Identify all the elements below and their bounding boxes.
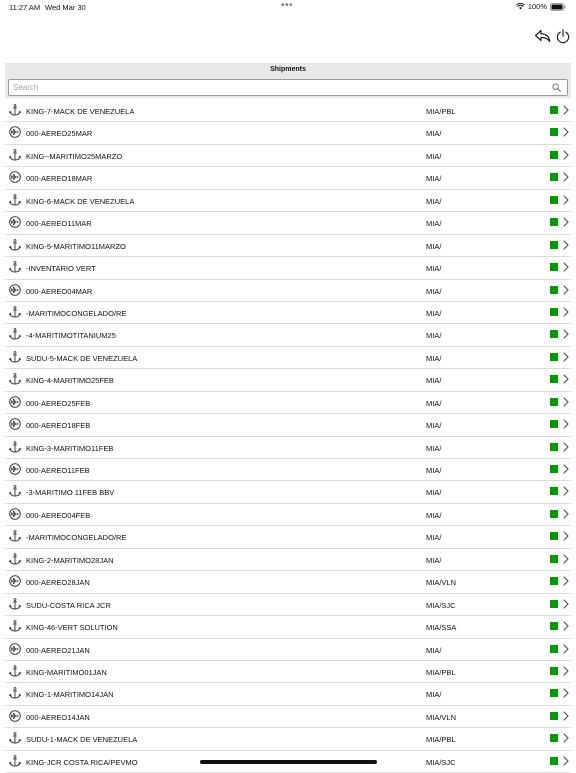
status-indicator (550, 622, 558, 630)
battery-icon (550, 3, 566, 11)
multitasking-dots-icon[interactable]: ••• (281, 0, 294, 11)
status-indicator (550, 173, 558, 181)
shipment-row[interactable] (5, 728, 571, 750)
status-indicator (550, 218, 558, 226)
shipment-name: 000-AEREO21JAN (26, 645, 90, 655)
shipment-row[interactable] (5, 616, 571, 638)
shipment-name: 000-AEREO11FEB (26, 466, 90, 475)
status-indicator (550, 353, 558, 361)
status-indicator (550, 286, 558, 294)
shipment-route: MIA/ (426, 241, 442, 251)
shipment-route: MIA/ (426, 196, 442, 206)
anchor-icon (9, 104, 21, 116)
anchor-icon (9, 598, 21, 610)
shipment-name: SUDU-1-MACK DE VENEZUELA (26, 735, 138, 745)
shipment-row[interactable] (5, 526, 571, 548)
shipment-route: MIA/ (426, 286, 442, 296)
airplane-icon (9, 643, 21, 655)
chevron-right-icon (563, 195, 569, 205)
chevron-right-icon (563, 621, 569, 631)
shipment-route: MIA/ (426, 308, 442, 318)
shipment-row[interactable] (5, 571, 571, 593)
anchor-icon (9, 149, 21, 161)
chevron-right-icon (563, 509, 569, 519)
status-indicator (550, 510, 558, 518)
chevron-right-icon (563, 554, 569, 564)
toolbar (0, 26, 576, 48)
shipment-name: 000-AEREO18FEB (26, 421, 91, 431)
anchor-icon (9, 530, 21, 542)
shipment-name: 000-AEREO25FEB (26, 398, 91, 408)
chevron-right-icon (563, 329, 569, 339)
status-date: Wed Mar 30 (45, 3, 86, 12)
chevron-right-icon (563, 240, 569, 250)
shipment-row[interactable] (5, 280, 571, 302)
anchor-icon (9, 351, 21, 363)
shipment-row[interactable] (5, 639, 571, 661)
anchor-icon (9, 732, 21, 744)
status-indicator (550, 577, 558, 585)
status-indicator (550, 420, 558, 428)
shipment-name: KING--MARITIMO25MARZO (26, 151, 123, 161)
airplane-icon (9, 418, 21, 430)
shipment-name: -3-MARITIMO 11FEB BBV (26, 488, 115, 498)
anchor-icon (9, 620, 21, 632)
shipment-row[interactable] (5, 414, 571, 436)
shipment-route: MIA/VLN (426, 712, 457, 722)
shipment-name: KING-1-MARITIMO14JAN (26, 690, 114, 700)
airplane-icon (9, 216, 21, 228)
shipments-header: Shipments (5, 63, 571, 76)
shipment-route: MIA/PBL (426, 107, 456, 116)
shipment-row[interactable] (5, 100, 571, 122)
anchor-icon (9, 441, 21, 453)
anchor-icon (9, 328, 21, 340)
search-icon (552, 83, 561, 92)
chevron-right-icon (563, 576, 569, 586)
shipment-route: MIA/ (426, 219, 442, 229)
shipment-row[interactable] (5, 302, 571, 324)
shipment-row[interactable] (5, 504, 571, 526)
shipment-name: SUDU-COSTA RICA JCR (26, 600, 111, 610)
anchor-icon (9, 194, 21, 206)
chevron-right-icon (563, 464, 569, 474)
anchor-icon (9, 553, 21, 565)
chevron-right-icon (563, 644, 569, 654)
shipment-route: MIA/SJC (426, 600, 456, 610)
status-indicator (550, 487, 558, 495)
battery-percent: 100% (527, 2, 547, 11)
chevron-right-icon (563, 733, 569, 743)
status-indicator (550, 308, 558, 316)
status-indicator (550, 241, 558, 249)
chevron-right-icon (563, 172, 569, 182)
shipment-name: SUDU-5-MACK DE VENEZUELA (26, 353, 138, 363)
shipment-row[interactable] (5, 594, 571, 616)
shipment-route: MIA/SSA (426, 623, 457, 633)
shipment-row[interactable] (5, 145, 571, 167)
anchor-icon (9, 306, 21, 318)
shipment-row[interactable] (5, 392, 571, 414)
chevron-right-icon (563, 666, 569, 676)
chevron-right-icon (563, 397, 569, 407)
chevron-right-icon (563, 262, 569, 272)
power-button[interactable] (553, 26, 573, 46)
status-time: 11:27 AM (9, 3, 41, 12)
shipment-route: MIA/SJC (426, 757, 456, 767)
anchor-icon (9, 755, 21, 767)
shipment-route: MIA/ (426, 353, 442, 363)
airplane-icon (9, 171, 21, 183)
shipment-row[interactable] (5, 257, 571, 279)
chevron-right-icon (563, 486, 569, 496)
shipment-route: MIA/ (426, 174, 442, 184)
shipment-route: MIA/ (426, 151, 442, 161)
shipment-row[interactable] (5, 549, 571, 571)
chevron-right-icon (563, 531, 569, 541)
chevron-right-icon (563, 374, 569, 384)
status-indicator (550, 106, 558, 114)
shipment-name: 000-AEREO11MAR (26, 219, 92, 229)
chevron-right-icon (563, 127, 569, 137)
status-indicator (550, 398, 558, 406)
shipment-route: MIA/ (426, 466, 442, 475)
power-icon (556, 29, 570, 44)
status-indicator (550, 443, 558, 451)
status-right (516, 2, 566, 11)
shipment-name: KING-46-VERT SOLUTION (26, 623, 118, 633)
shipment-route: MIA/VLN (426, 578, 457, 588)
shipment-row[interactable] (5, 190, 571, 212)
shipment-route: MIA/PBL (426, 735, 456, 745)
anchor-icon (9, 239, 21, 251)
status-indicator (550, 375, 558, 383)
status-indicator (550, 555, 558, 563)
chevron-right-icon (563, 285, 569, 295)
shipment-name: -4-MARITIMOTITANIUM25 (26, 331, 116, 341)
airplane-icon (9, 508, 21, 520)
shipment-route: MIA/ (426, 533, 442, 543)
status-indicator (550, 757, 558, 765)
shipment-route: MIA/ (426, 510, 442, 520)
shipment-row[interactable] (5, 459, 571, 481)
chevron-right-icon (563, 150, 569, 160)
reply-arrow-icon (534, 29, 551, 43)
anchor-icon (9, 373, 21, 385)
shipment-row[interactable] (5, 481, 571, 503)
back-button[interactable] (532, 26, 552, 46)
shipment-route: MIA/ (426, 645, 442, 655)
anchor-icon (9, 261, 21, 273)
shipment-name: KING-4-MARITIMO25FEB (26, 376, 114, 386)
shipment-route: MIA/ (426, 690, 442, 700)
shipment-name: 000-AEREO04FEB (26, 510, 91, 520)
shipment-name: KING-JCR COSTA RICA/PEVMO (26, 757, 138, 767)
shipment-name: 000-AEREO25MAR (26, 129, 93, 139)
chevron-right-icon (563, 711, 569, 721)
status-indicator (550, 645, 558, 653)
search-bar (5, 76, 571, 98)
shipment-name: KING-6-MACK DE VENEZUELA (26, 196, 135, 206)
status-indicator (550, 689, 558, 697)
chevron-right-icon (563, 599, 569, 609)
shipment-route: MIA/ (426, 555, 442, 565)
shipment-route: MIA/ (426, 264, 442, 274)
shipment-name: 000-AEREO18MAR (26, 174, 93, 184)
home-indicator[interactable] (200, 760, 377, 764)
airplane-icon (9, 284, 21, 296)
chevron-right-icon (563, 756, 569, 766)
airplane-icon (9, 126, 21, 138)
status-indicator (550, 465, 558, 473)
chevron-right-icon (563, 419, 569, 429)
shipment-name: KING-7-MACK DE VENEZUELA (26, 107, 135, 116)
chevron-right-icon (563, 442, 569, 452)
shipment-route: MIA/ (426, 398, 442, 408)
shipment-row[interactable] (5, 661, 571, 683)
shipment-name: 000-AEREO28JAN (26, 578, 90, 588)
shipment-name: KING-2-MARITIMO28JAN (26, 555, 114, 565)
wifi-icon (516, 3, 525, 10)
shipment-route: MIA/PBL (426, 667, 456, 677)
status-indicator (550, 151, 558, 159)
shipment-name: 000-AEREO14JAN (26, 712, 90, 722)
shipment-row[interactable] (5, 347, 571, 369)
shipment-name: 000-AEREO04MAR (26, 286, 93, 296)
status-bar (0, 0, 576, 14)
status-indicator (550, 734, 558, 742)
shipment-name: -INVENTARIO VERT (26, 264, 96, 274)
shipment-route: MIA/ (426, 331, 442, 341)
anchor-icon (9, 485, 21, 497)
status-indicator (550, 263, 558, 271)
chevron-right-icon (563, 217, 569, 227)
shipment-route: MIA/ (426, 376, 442, 386)
status-indicator (550, 667, 558, 675)
status-indicator (550, 532, 558, 540)
airplane-icon (9, 396, 21, 408)
status-indicator (550, 330, 558, 338)
shipment-row[interactable] (5, 324, 571, 346)
shipment-row[interactable] (5, 167, 571, 189)
shipment-name: KING-MARITIMO01JAN (26, 667, 107, 677)
shipment-row[interactable] (5, 706, 571, 728)
status-indicator (550, 196, 558, 204)
search-input[interactable] (13, 80, 533, 95)
anchor-icon (9, 665, 21, 677)
status-indicator (550, 128, 558, 136)
shipment-route: MIA/ (426, 421, 442, 431)
shipment-route: MIA/ (426, 488, 442, 498)
shipment-row[interactable] (5, 437, 571, 459)
shipment-name: -MARITIMOCONGELADO/RE (26, 533, 127, 543)
status-indicator (550, 712, 558, 720)
shipment-name: KING-5-MARITIMO11MARZO (26, 241, 126, 251)
search-box[interactable] (8, 79, 568, 96)
shipments-list (5, 100, 571, 773)
anchor-icon (9, 687, 21, 699)
shipment-name: -MARITIMOCONGELADO/RE (26, 308, 127, 318)
chevron-right-icon (563, 307, 569, 317)
chevron-right-icon (563, 105, 569, 115)
shipment-route: MIA/ (426, 129, 442, 139)
shipment-route: MIA/ (426, 443, 442, 453)
shipment-row[interactable] (5, 235, 571, 257)
airplane-icon (9, 463, 21, 475)
chevron-right-icon (563, 688, 569, 698)
shipment-row[interactable] (5, 122, 571, 144)
shipment-row[interactable] (5, 212, 571, 234)
airplane-icon (9, 710, 21, 722)
shipment-row[interactable] (5, 369, 571, 391)
shipment-name: KING-3-MARITIMO11FEB (26, 443, 114, 453)
status-indicator (550, 600, 558, 608)
chevron-right-icon (563, 352, 569, 362)
shipment-row[interactable] (5, 683, 571, 705)
airplane-icon (9, 575, 21, 587)
